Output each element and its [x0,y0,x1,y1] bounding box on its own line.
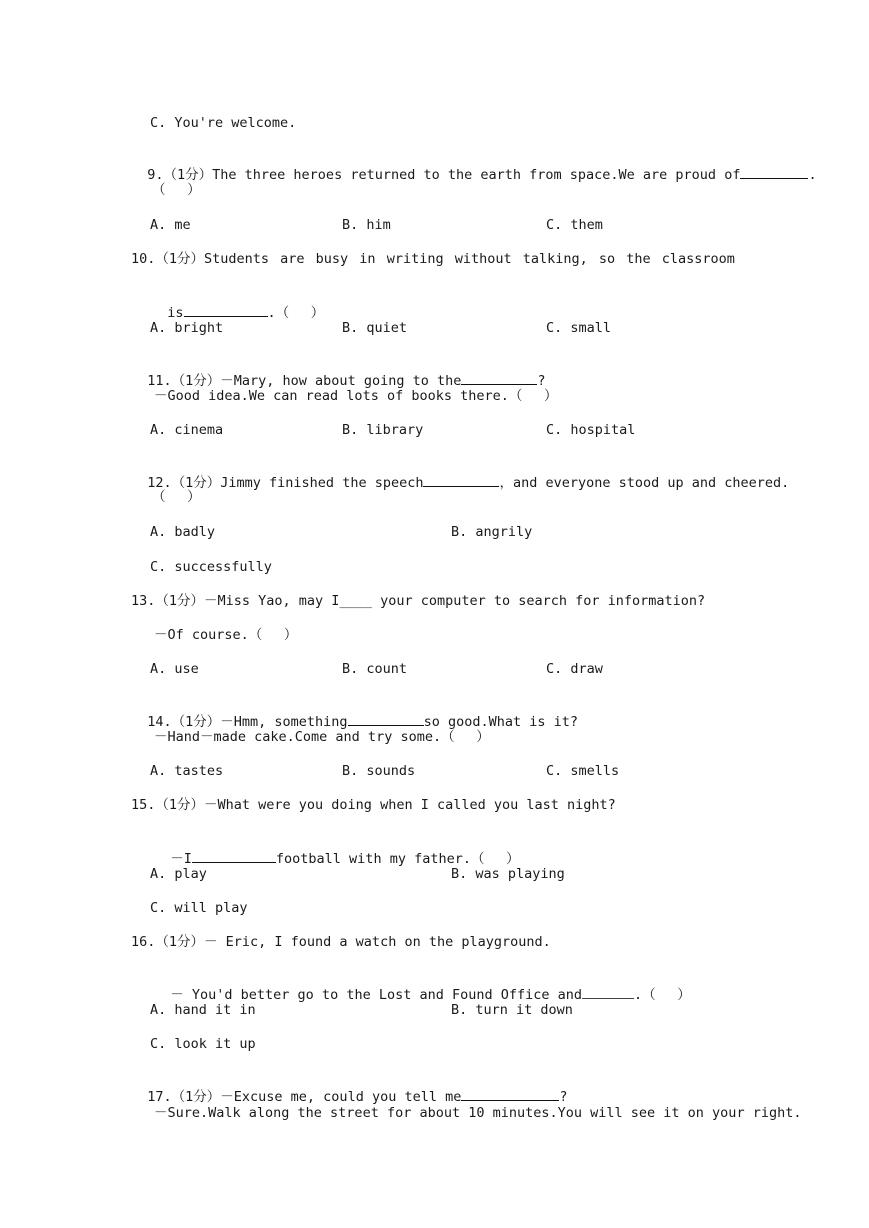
question-9-end: . [808,167,817,183]
question-14-reply: －Hand－made cake.Come and try some.（ ） [154,729,490,745]
option-b: B. library [342,422,424,438]
option-a: A. me [150,217,191,233]
answer-bracket: .（ ） [267,305,325,321]
option-c: C. small [546,320,612,336]
option-c: C. smells [546,763,620,779]
question-13: 13.（1分）－Miss Yao, may I____ your computer to search for information? [131,593,706,609]
option-a: A. bright [150,320,224,336]
question-12-end: ，and everyone stood up and cheered. [499,475,790,491]
question-17-text: 17.（1分）－Excuse me, could you tell me [147,1089,462,1105]
answer-blank[interactable] [184,303,268,317]
option-a: A. cinema [150,422,224,438]
question-14-end: so good.What is it? [423,714,579,730]
option-b: B. angrily [451,524,533,540]
option-b: B. was playing [451,866,565,882]
option-b: B. quiet [342,320,408,336]
question-17-reply: －Sure.Walk along the street for about 10 minutes.You will see it on your right. [154,1105,802,1121]
question-16-reply [154,967,691,1004]
answer-blank[interactable] [461,371,537,385]
question-15-reply [154,831,520,868]
question-10-cont [151,285,324,322]
answer-blank[interactable] [461,1087,559,1101]
question-13-reply: －Of course.（ ） [154,627,298,643]
question-11-text: 11.（1分）－Mary, how about going to the [147,373,462,389]
option-b: B. count [342,661,408,677]
question-14-text: 14.（1分）－Hmm, something [147,714,348,730]
question-10: 10.（1分）Students are busy in writing without talking, so the classroom [131,251,735,267]
question-9 [131,147,817,184]
option-a: A. hand it in [150,1002,256,1018]
option-a: A. play [150,866,207,882]
option-c: C. them [546,217,603,233]
option-c: C. look it up [150,1036,256,1052]
option-a: A. badly [150,524,216,540]
answer-bracket: （ ） [152,489,201,505]
answer-blank[interactable] [192,849,276,863]
question-11-end: ? [537,373,546,389]
answer-bracket: .（ ） [634,987,691,1003]
question-14 [131,694,578,731]
option-c: C. draw [546,661,603,677]
answer-blank[interactable] [423,473,499,487]
answer-bracket: （ ） [152,182,201,198]
question-15: 15.（1分）－What were you doing when I called you last night? [131,797,616,813]
question-15-text: －I [170,851,192,867]
question-9-text: 9.（1分）The three heroes returned to the earth from space.We are proud of [147,167,741,183]
option-b: B. sounds [342,763,416,779]
option-a: A. tastes [150,763,224,779]
option-a: A. use [150,661,199,677]
question-16-text: － You'd better go to the Lost and Found Office and [170,987,583,1003]
answer-blank[interactable] [740,165,808,179]
answer-blank[interactable] [582,985,634,999]
option-c-prev: C. You're welcome. [150,115,297,131]
option-c: C. hospital [546,422,636,438]
question-11 [131,353,546,390]
question-11-reply: －Good idea.We can read lots of books there.（ ） [154,388,558,404]
question-15-end: football with my father.（ ） [275,851,520,867]
question-17 [131,1069,568,1106]
answer-blank[interactable] [348,712,424,726]
option-b: B. him [342,217,391,233]
question-12-text: 12.（1分）Jimmy finished the speech [147,475,424,491]
option-c: C. will play [150,900,248,916]
question-17-end: ? [559,1089,568,1105]
question-12 [131,455,789,492]
option-c: C. successfully [150,559,272,575]
question-10-text: is [167,305,184,321]
option-b: B. turn it down [451,1002,573,1018]
question-16: 16.（1分）－ Eric, I found a watch on the playground. [131,934,551,950]
